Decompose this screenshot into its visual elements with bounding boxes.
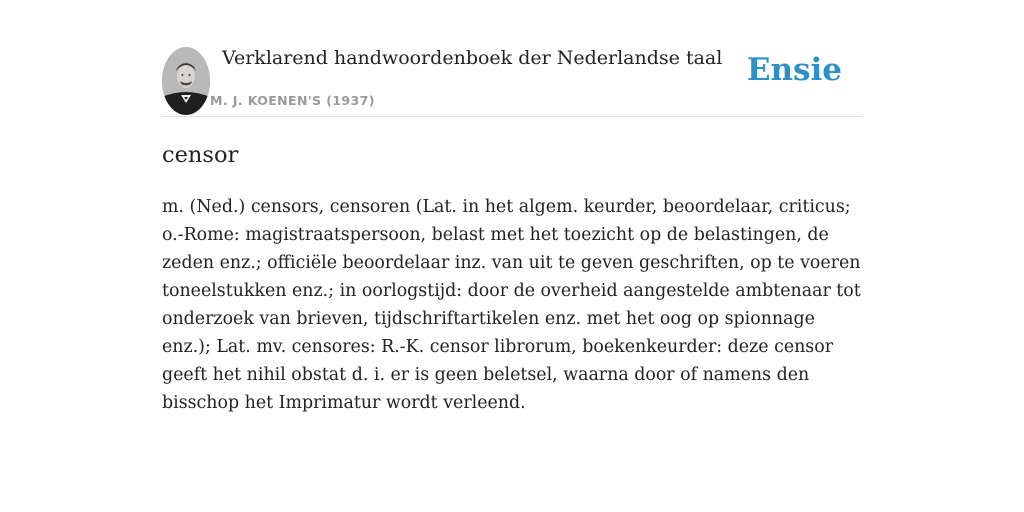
portrait-image	[162, 47, 210, 115]
author-portrait-icon	[162, 47, 210, 115]
book-title[interactable]: Verklarend handwoordenboek der Nederlandse taal	[222, 47, 723, 69]
ensie-logo-link[interactable]: Ensie	[746, 52, 842, 88]
book-author: M. J. KOENEN'S (1937)	[210, 93, 375, 108]
entry-definition: m. (Ned.) censors, censoren (Lat. in het algem. keurder, beoordelaar, criticus; o.-Rome: magistraatspersoon, belast met het toezicht op de belastingen, de zeden enz.; officiële beoordelaar inz. van uit te geven geschriften, op te voeren toneelstukken enz.; in oorlogstijd: door de overheid aangestelde ambtenaar tot onderzoek van brieven, tijdschriftartikelen enz. met het oog op spionnage enz.); Lat. mv. censores: R.-K. censor librorum, boekenkeurder: deze censor geeft het nihil obstat d. i. er is geen beletsel, waarna door of namens den bisschop het Imprimatur wordt verleend.	[162, 197, 861, 413]
book-header	[162, 46, 862, 117]
entry-headword: censor	[162, 142, 239, 168]
